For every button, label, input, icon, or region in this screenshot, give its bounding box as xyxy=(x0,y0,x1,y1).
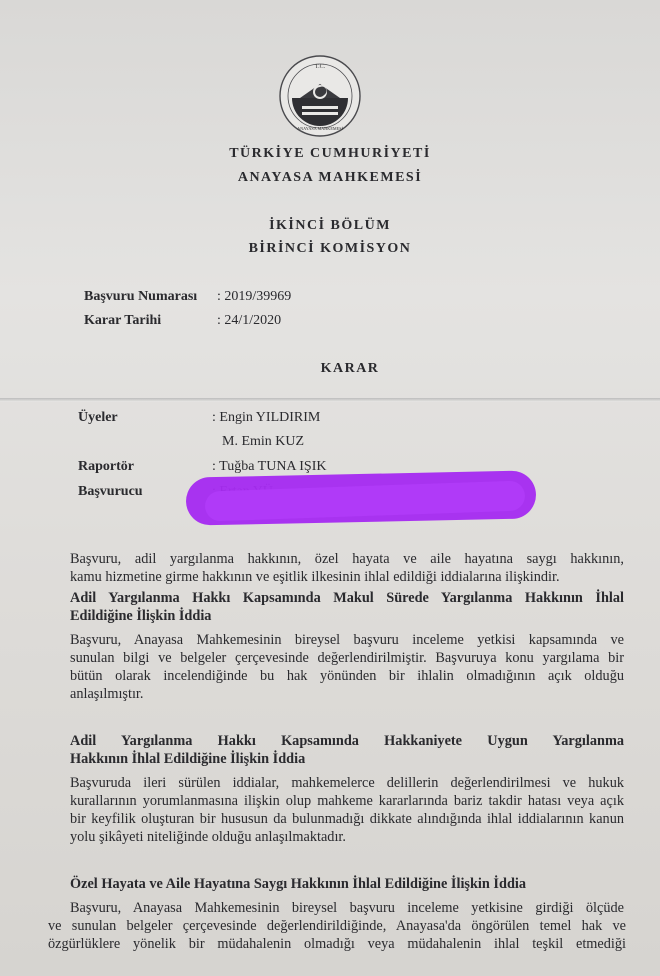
member-1: : Engin YILDIRIM xyxy=(212,410,321,425)
section2-para-line-2: kurallarının yorumlanmasına ilişkin olup mahkeme kararlarında bariz takdir hatası veya açık xyxy=(70,793,624,809)
constitutional-court-seal xyxy=(278,54,362,138)
intro-line-2: kamu hizmetine girme hakkının ve eşitlik ilkesinin ihlal edildiği iddialarına ilişkindir. xyxy=(70,569,560,585)
section1-para-line-2: sunulan bilgi ve belgeler çerçevesinde değerlendirilmiştir. Başvuruya konu yargılama bir xyxy=(70,650,624,666)
header-commission: BİRİNCİ KOMİSYON xyxy=(248,241,412,256)
section3-heading: Özel Hayata ve Aile Hayatına Saygı Hakkının İhlal Edildiğine İlişkin İddia xyxy=(70,876,527,892)
intro-line-1: Başvuru, adil yargılanma hakkının, özel hayata ve aile hayatına saygı hakkının, xyxy=(70,551,624,567)
svg-text:T.C.: T.C. xyxy=(314,64,326,70)
section1-heading-1: Adil Yargılanma Hakkı Kapsamında Makul Sürede Yargılanma Hakkının İhlal xyxy=(70,590,624,606)
section2-para-line-3: bir keyfilik oluşturan bir hususun da bulunmadığı dikkate alındığında ihlal iddialarının kanun xyxy=(70,811,624,827)
section1-para-line-1: Başvuru, Anayasa Mahkemesinin bireysel başvuru inceleme yetkisi kapsamında ve xyxy=(70,632,624,648)
section2-para-line-1: Başvuruda ileri sürülen iddialar, mahkemelerce delillerin değerlendirilmesi ve hukuk xyxy=(70,775,624,791)
section2-heading-2: Hakkının İhlal Edildiğine İlişkin İddia xyxy=(70,751,306,767)
applicant-label: Başvurucu xyxy=(78,484,143,499)
header-section: İKİNCİ BÖLÜM xyxy=(269,218,391,233)
decision-date-label: Karar Tarihi xyxy=(84,313,162,328)
application-number-value: : 2019/39969 xyxy=(217,289,292,304)
members-label: Üyeler xyxy=(78,410,118,425)
member-2: M. Emin KUZ xyxy=(222,434,305,449)
rapporteur-value: : Tuğba TUNA IŞIK xyxy=(212,459,327,474)
section1-para-line-3: bütün olarak incelendiğinde bu hak yönünden bir ihlalin olmadığının açık olduğu xyxy=(70,668,624,684)
decision-title: KARAR xyxy=(320,361,380,376)
header-republic: TÜRKİYE CUMHURİYETİ xyxy=(229,146,431,161)
section3-para-line-1: Başvuru, Anayasa Mahkemesinin bireysel başvuru inceleme yetkisine girdiği ölçüde xyxy=(70,900,624,916)
section2-para-line-4: yolu şikâyeti niteliğinde olduğu anlaşılmaktadır. xyxy=(70,829,346,845)
section2-heading-1: Adil Yargılanma Hakkı Kapsamında Hakkaniyete Uygun Yargılanma xyxy=(70,733,624,749)
section3-para-line-2: ve sunulan belgeler çerçevesinde değerlendirildiğinde, Anayasa'da öngörülen temel hak ve xyxy=(48,918,626,934)
rapporteur-label: Raportör xyxy=(78,459,134,474)
header-court: ANAYASA MAHKEMESİ xyxy=(237,170,423,185)
application-number-label: Başvuru Numarası xyxy=(84,289,198,304)
svg-text:ANAYASA MAHKEMESİ: ANAYASA MAHKEMESİ xyxy=(297,126,343,131)
section1-para-line-4: anlaşılmıştır. xyxy=(70,686,144,702)
decision-date-value: : 24/1/2020 xyxy=(217,313,282,328)
paper-fold xyxy=(0,398,660,402)
section3-para-line-3: özgürlüklere yönelik bir müdahalenin olmadığı veya müdahalenin ihlal teşkil etmediği xyxy=(48,936,626,952)
section1-heading-2: Edildiğine İlişkin İddia xyxy=(70,608,212,624)
